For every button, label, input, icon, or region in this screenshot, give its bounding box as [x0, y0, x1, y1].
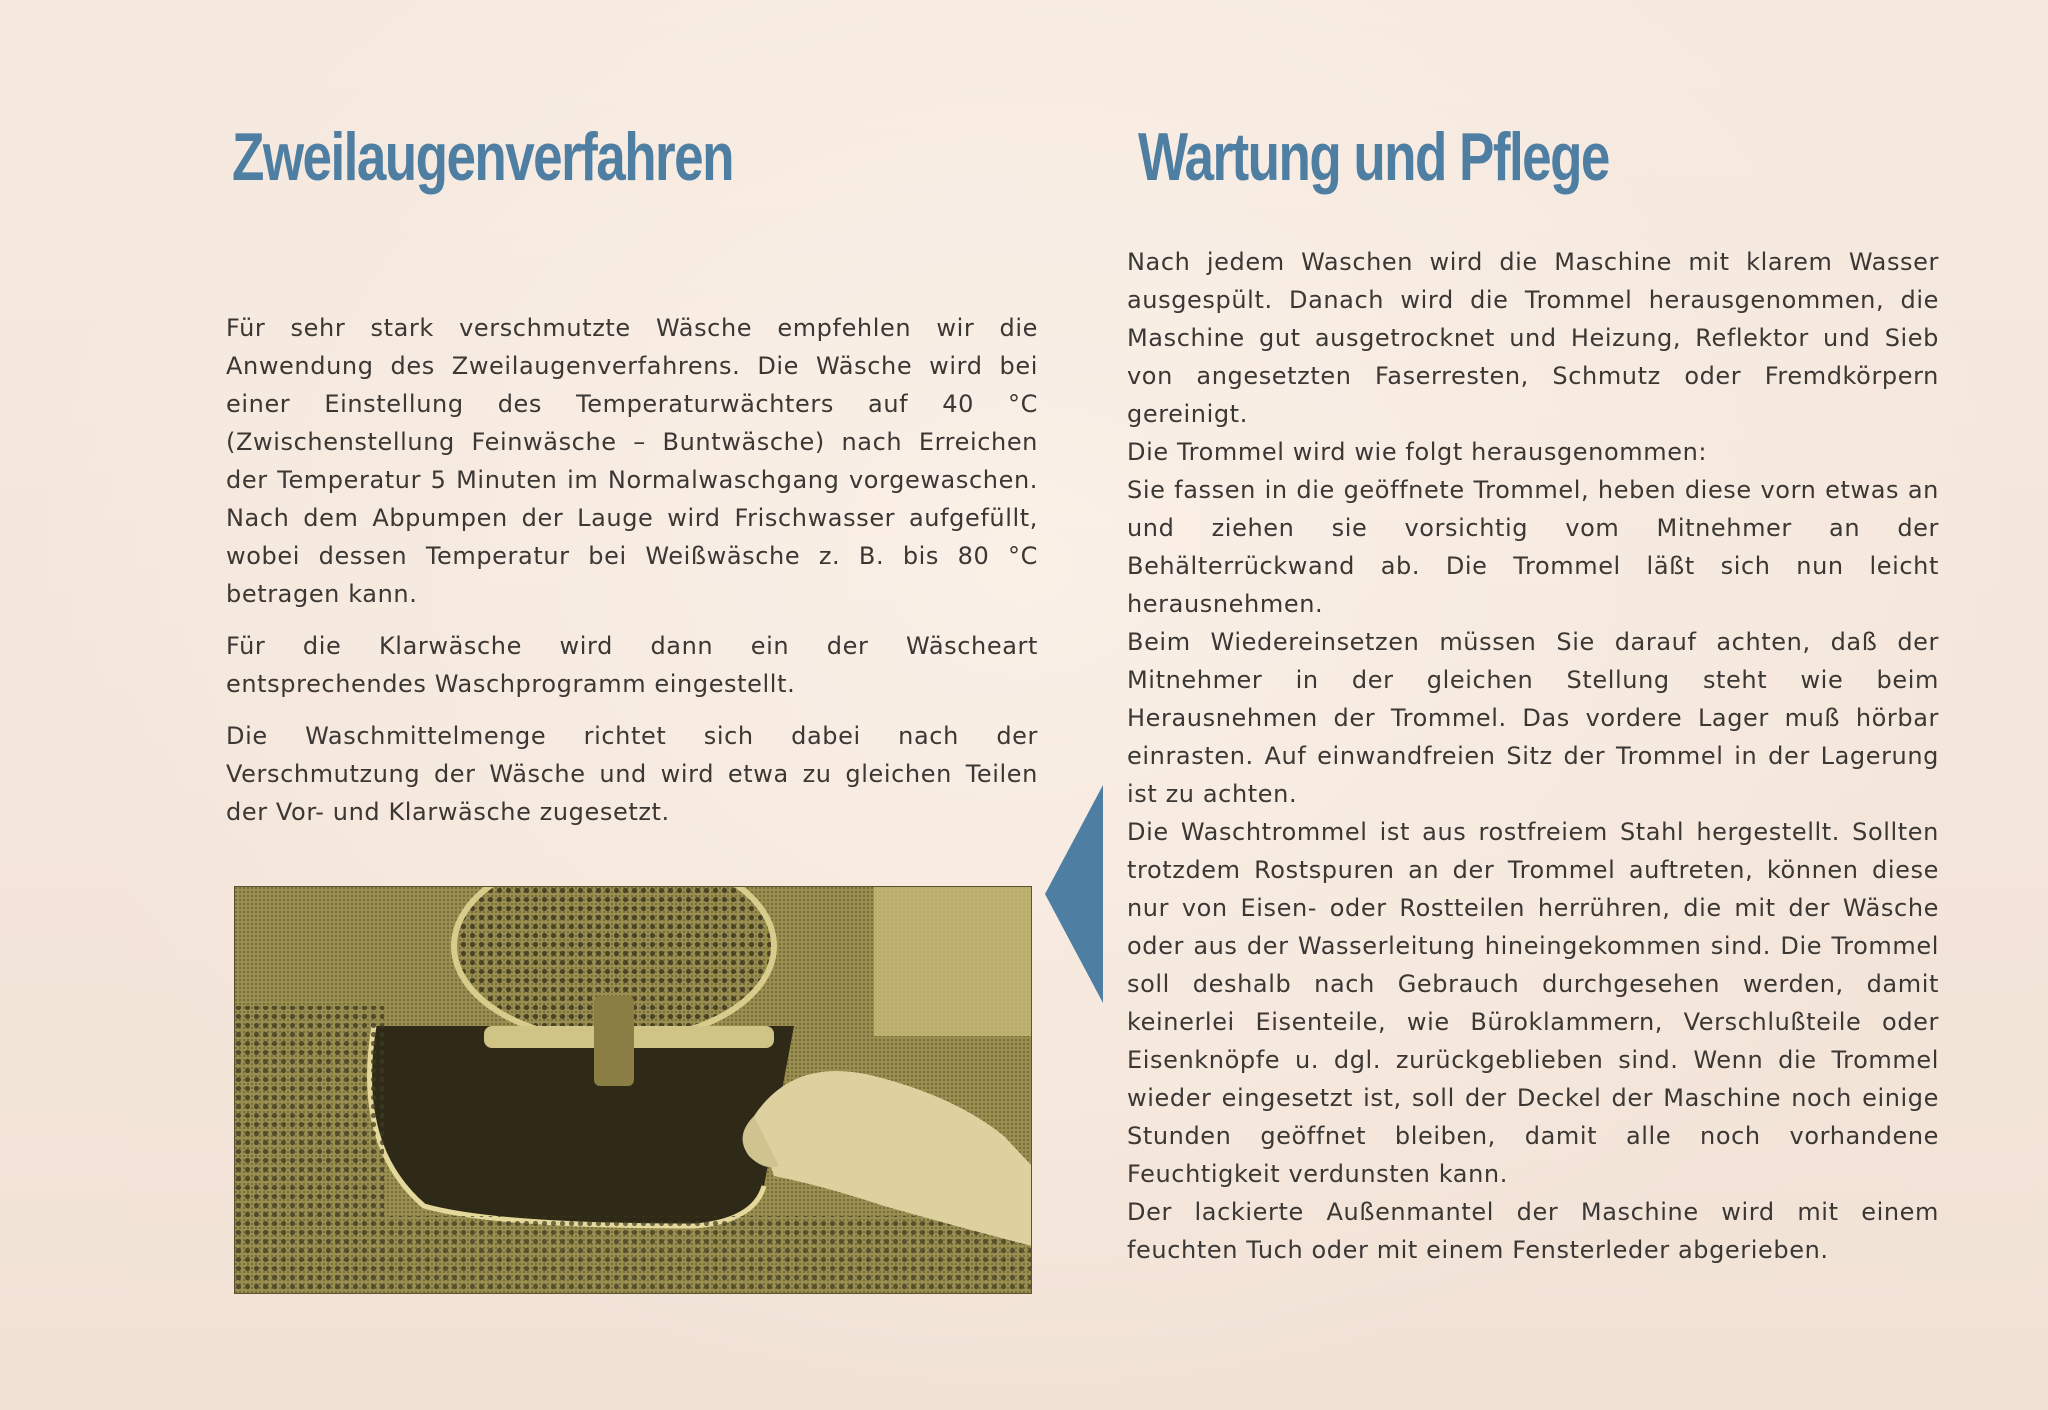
right-paragraph: Nach jedem Waschen wird die Maschine mit klarem Wasser ausgespült. Danach wird die Trommel herausgenommen, die Maschine gut ausgetrocknet und Heizung, Reflektor und Sieb von angesetzten Faserresten, Schmutz oder Fremdkörpern gereinigt. [1127, 248, 1939, 428]
drum-photo-illustration [234, 886, 1032, 1294]
right-column-text [1127, 243, 1939, 1269]
left-paragraph: Für sehr stark verschmutzte Wäsche empfehlen wir die Anwendung des Zweilaugenverfahrens. Die Wäsche wird bei einer Einstellung des Temperaturwächters auf 40 °C (Zwischenstellung Feinwäsche – Buntwäsche) nach Erreichen der Temperatur 5 Minuten im Normalwaschgang vorgewaschen. Nach dem Abpumpen der Lauge wird Frischwasser aufgefüllt, wobei dessen Temperatur bei Weißwäsche z. B. bis 80 °C betragen kann. [226, 314, 1038, 608]
heading-zweilaugenverfahren: Zweilaugenverfahren [232, 119, 733, 195]
left-column-text [226, 309, 1038, 845]
heading-wartung-und-pflege: Wartung und Pflege [1138, 119, 1609, 195]
right-paragraph: Beim Wiedereinsetzen müssen Sie darauf achten, daß der Mitnehmer in der gleichen Stellung steht wie beim Herausnehmen der Trommel. Das vordere Lager muß hörbar einrasten. Auf einwandfreien Sitz der Trommel in der Lagerung ist zu achten. [1127, 628, 1939, 808]
blue-arrow-marker [1045, 785, 1103, 1003]
left-paragraph: Für die Klarwäsche wird dann ein der Wäscheart entsprechendes Waschprogramm eingestellt. [226, 632, 1038, 698]
drum-removal-photo [234, 886, 1032, 1294]
right-paragraph: Sie fassen in die geöffnete Trommel, heben diese vorn etwas an und ziehen sie vorsichtig vom Mitnehmer an der Behälterrückwand ab. Die Trommel läßt sich nun leicht herausnehmen. [1127, 476, 1939, 618]
right-paragraph: Die Trommel wird wie folgt herausgenommen: [1127, 438, 1708, 466]
right-paragraph: Der lackierte Außenmantel der Maschine wird mit einem feuchten Tuch oder mit einem Fensterleder abgerieben. [1127, 1198, 1939, 1264]
left-paragraph: Die Waschmittelmenge richtet sich dabei nach der Verschmutzung der Wäsche und wird etwa zu gleichen Teilen der Vor- und Klarwäsche zugesetzt. [226, 722, 1038, 826]
right-paragraph: Die Waschtrommel ist aus rostfreiem Stahl hergestellt. Sollten trotzdem Rostspuren an der Trommel auftreten, können diese nur von Eisen- oder Rostteilen herrühren, die mit der Wäsche oder aus der Wasserleitung hineingekommen sind. Die Trommel soll deshalb nach Gebrauch durchgesehen werden, damit keinerlei Eisenteile, wie Büroklammern, Verschlußteile oder Eisenknöpfe u. dgl. zurückgeblieben sind. Wenn die Trommel wieder eingesetzt ist, soll der Deckel der Maschine noch einige Stunden geöffnet bleiben, damit alle noch vorhandene Feuchtigkeit verdunsten kann. [1127, 818, 1939, 1188]
